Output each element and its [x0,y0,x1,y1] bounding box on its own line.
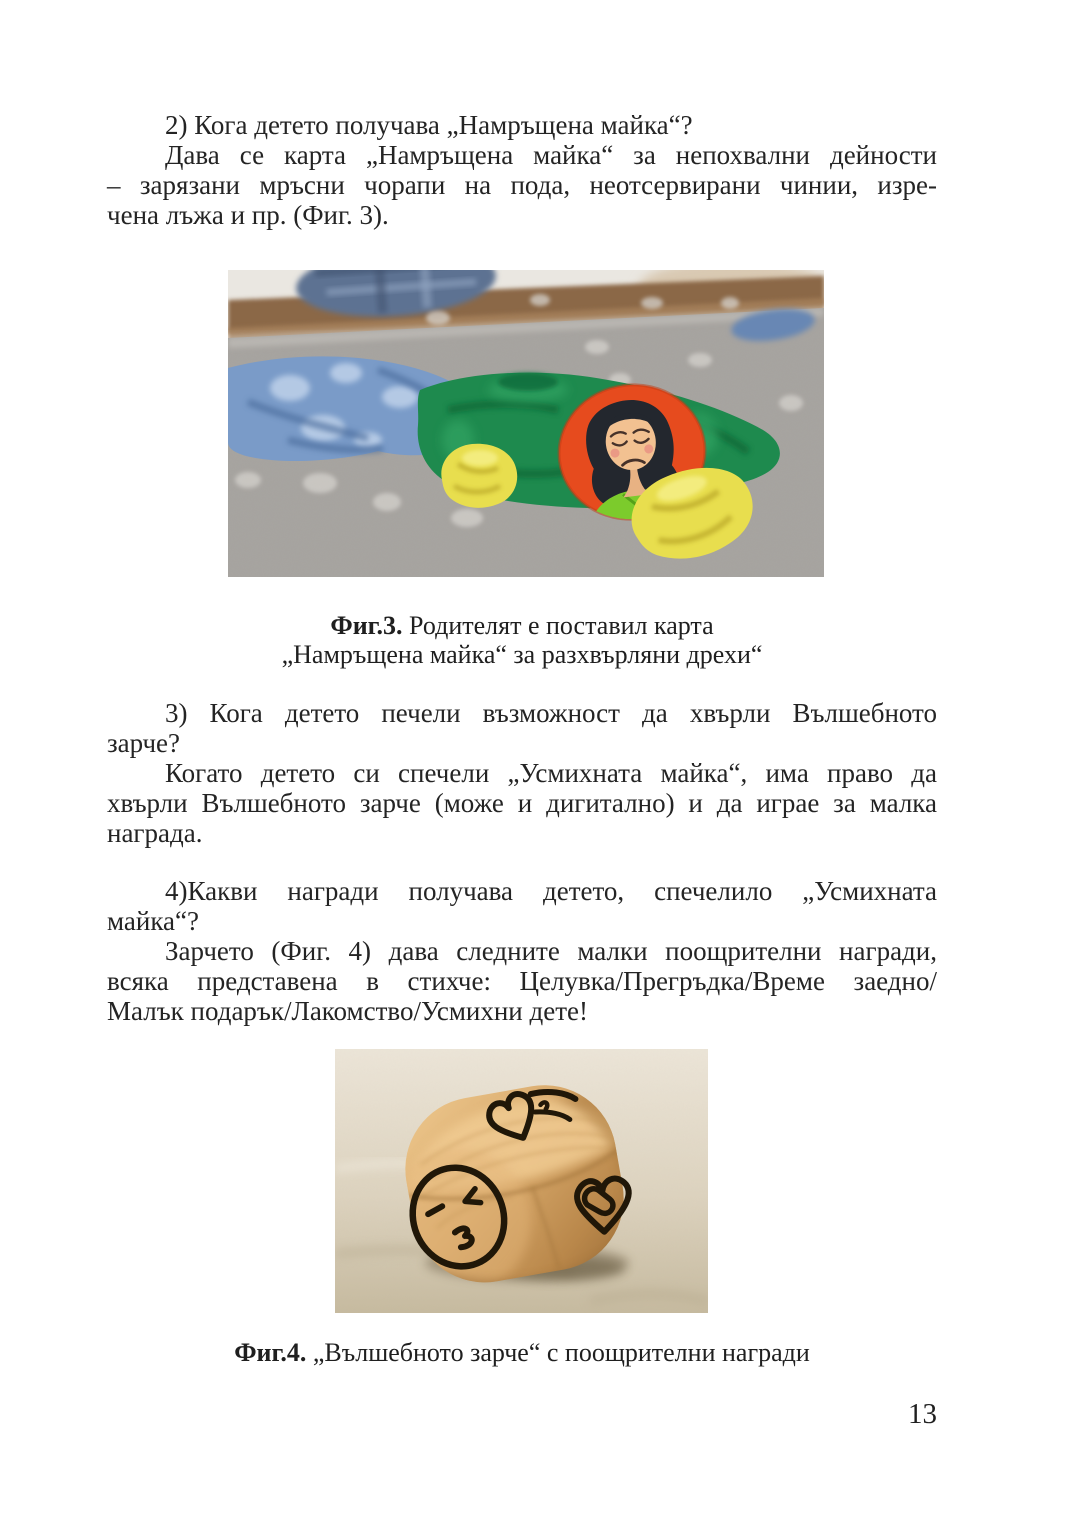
figure3-photo [228,270,824,577]
text-line: – зарязани мръсни чорапи на пода, неотсервирани чинии, изре- [107,170,937,200]
paragraph-question-4 [107,876,937,1026]
text-line: 3) Кога детето печели възможност да хвърли Вълшебното [165,698,937,728]
figure3-label: Фиг.3. [330,611,403,640]
text-line: Зарчето (Фиг. 4) дава следните малки поощрителни награди, [165,936,937,966]
text-line: награда. [107,818,203,848]
text-line: зарче? [107,728,181,758]
text-line: 2) Кога детето получава „Намръщена майка“? [165,110,693,140]
text-line: чена лъжа и пр. (Фиг. 3). [107,200,389,230]
text-line: хвърли Вълшебното зарче (може и дигитално) и да играе за малка [107,788,937,818]
text-line: Малък подарък/Лакомство/Усмихни дете! [107,996,589,1026]
figure4-caption [107,1338,937,1367]
figure3-caption [107,611,937,669]
caption-line: „Намръщена майка“ за разхвърляни дрехи“ [281,640,763,669]
paragraph-question-2 [107,110,937,230]
text-line: 4)Какви награди получава детето, спечелило „Усмихната [165,876,937,906]
page-number: 13 [908,1398,937,1430]
paragraph-question-3 [107,698,937,848]
text-line: майка“? [107,906,199,936]
figure4-photo [335,1049,708,1313]
caption-line: Фиг.4. „Вълшебното зарче“ с поощрителни награди [234,1338,810,1367]
text-line: всяка представена в стихче: Целувка/Прегръдка/Време заедно/ [107,966,937,996]
caption-line: Фиг.3. Родителят е поставил карта [330,611,714,640]
text-line: Когато детето си спечели „Усмихната майка“, има право да [165,758,937,788]
figure4-label: Фиг.4. [234,1338,307,1367]
yellow-sock [441,444,517,508]
text-line: Дава се карта „Намръщена майка“ за непохвални дейности [165,140,937,170]
